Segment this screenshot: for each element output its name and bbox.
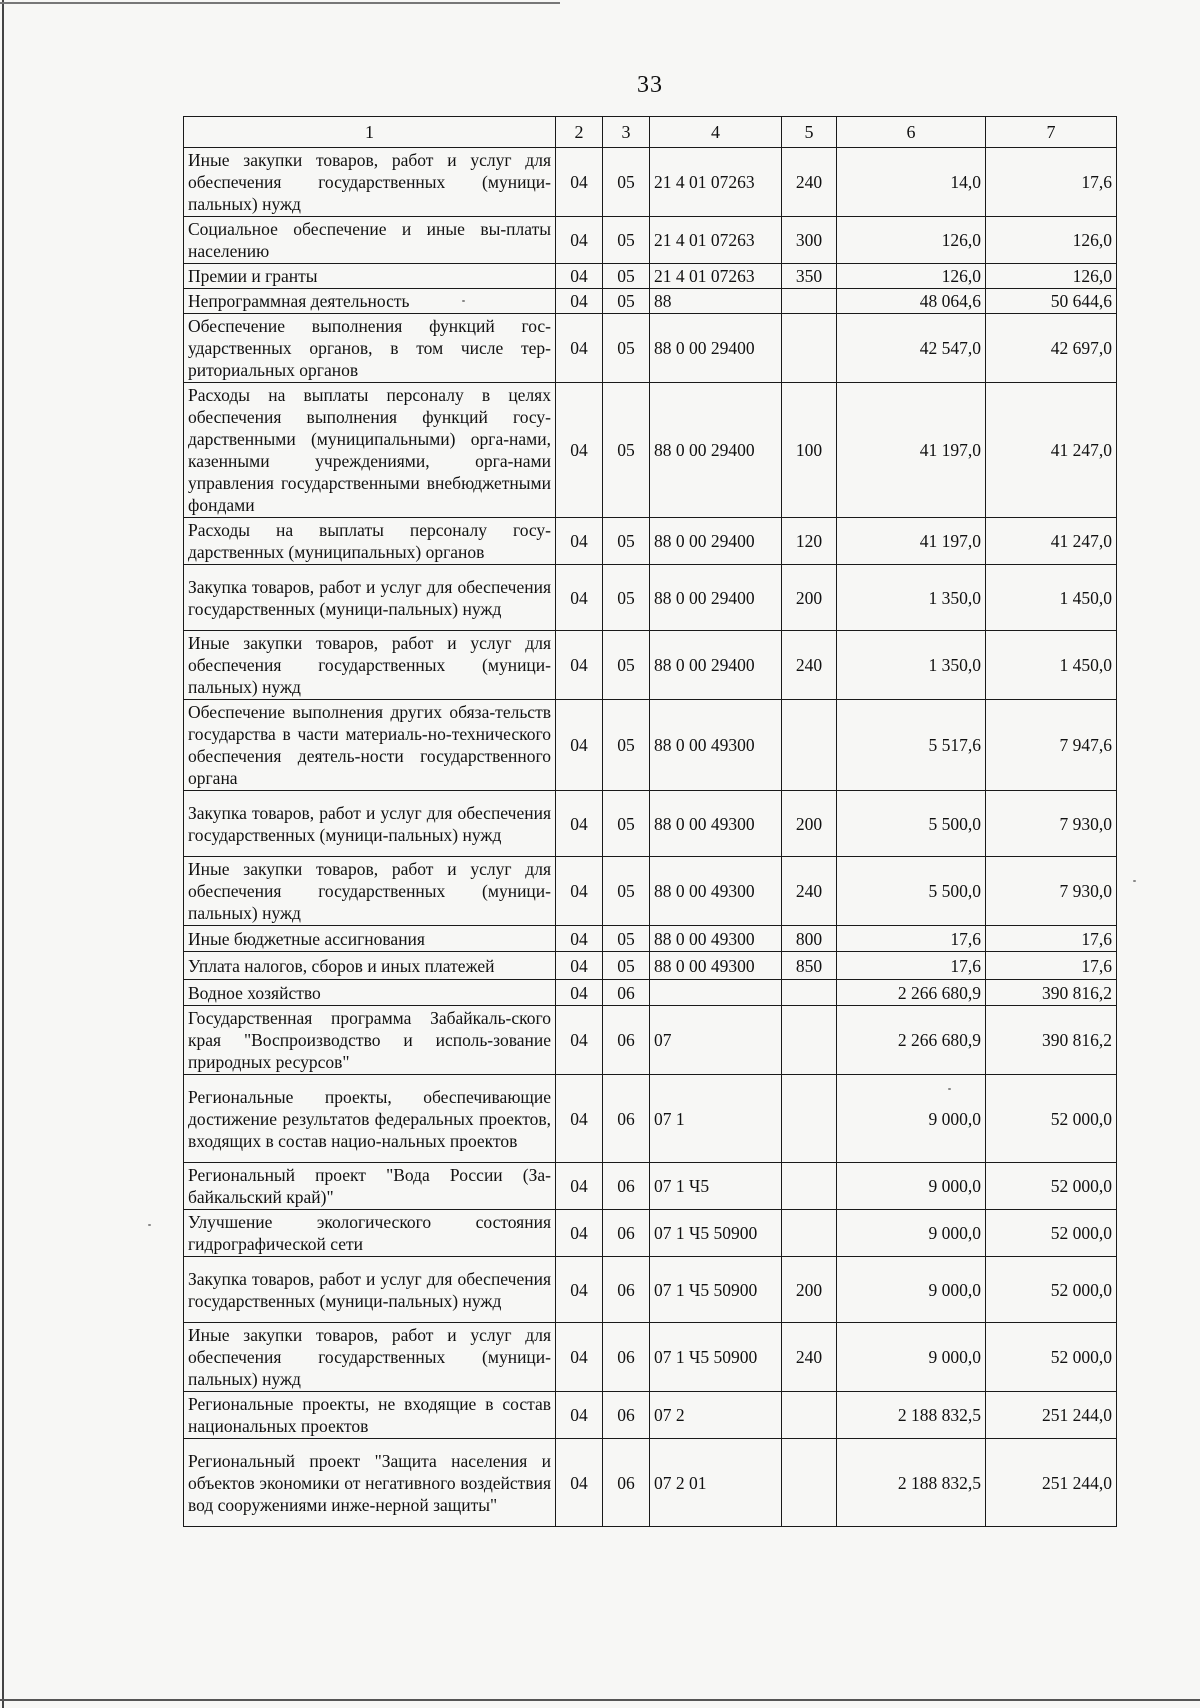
amount-year-1: 41 197,0 — [837, 518, 986, 565]
subsection-code: 05 — [603, 700, 650, 791]
header-col-1: 1 — [184, 117, 556, 148]
section-code: 04 — [556, 926, 603, 952]
row-name: Расходы на выплаты персоналу в целях обеспечения выполнения функций госу-​дарственными (муниципальными) орга-​нами, казенными учреждениями, орга-​нами управления государственными внебюджетными фондами — [184, 383, 556, 518]
table-row — [184, 314, 1117, 383]
table-row — [184, 700, 1117, 791]
expense-type-code: 240 — [782, 1323, 837, 1392]
amount-year-1: 17,6 — [837, 926, 986, 952]
expense-type-code: 240 — [782, 148, 837, 217]
row-name: Государственная программа Забайкаль-​ского края "Воспроизводство и исполь-​зование природных ресурсов" — [184, 1006, 556, 1075]
row-name: Обеспечение выполнения других обяза-​тельств государства в части материаль-​но-технического обеспечения деятель-​ности государственного органа — [184, 700, 556, 791]
table-row — [184, 1006, 1117, 1075]
section-code: 04 — [556, 1006, 603, 1075]
subsection-code: 05 — [603, 952, 650, 980]
header-col-7: 7 — [986, 117, 1117, 148]
row-name: Обеспечение выполнения функций гос-​ударственных органов, в том числе тер-​риториальных органов — [184, 314, 556, 383]
table-row — [184, 1392, 1117, 1439]
amount-year-2: 7 930,0 — [986, 857, 1117, 926]
subsection-code: 06 — [603, 1392, 650, 1439]
row-name: Премии и гранты — [184, 264, 556, 289]
amount-year-1: 1 350,0 — [837, 631, 986, 700]
table-row — [184, 383, 1117, 518]
section-code: 04 — [556, 700, 603, 791]
expense-type-code — [782, 1439, 837, 1527]
amount-year-1: 48 064,6 — [837, 289, 986, 314]
subsection-code: 06 — [603, 1210, 650, 1257]
row-name: Региональный проект "Защита населения и объектов экономики от негативного воздействия вод сооружениями инже-​нерной защиты" — [184, 1439, 556, 1527]
expense-type-code: 350 — [782, 264, 837, 289]
target-article-code: 07 2 — [650, 1392, 782, 1439]
scan-speck — [148, 1224, 151, 1226]
target-article-code: 07 1 Ч5 — [650, 1163, 782, 1210]
subsection-code: 05 — [603, 926, 650, 952]
expense-type-code: 850 — [782, 952, 837, 980]
amount-year-1: 2 266 680,9 — [837, 980, 986, 1006]
table-row — [184, 1257, 1117, 1323]
amount-year-1: 5 500,0 — [837, 857, 986, 926]
expense-type-code: 120 — [782, 518, 837, 565]
expense-type-code: 240 — [782, 857, 837, 926]
target-article-code: 88 0 00 29400 — [650, 383, 782, 518]
expense-type-code — [782, 314, 837, 383]
amount-year-1: 1 350,0 — [837, 565, 986, 631]
target-article-code: 88 0 00 49300 — [650, 700, 782, 791]
section-code: 04 — [556, 1392, 603, 1439]
amount-year-1: 17,6 — [837, 952, 986, 980]
subsection-code: 06 — [603, 1163, 650, 1210]
expense-type-code: 100 — [782, 383, 837, 518]
row-name: Уплата налогов, сборов и иных платежей — [184, 952, 556, 980]
table-row — [184, 289, 1117, 314]
row-name: Иные закупки товаров, работ и услуг для обеспечения государственных (муници-​пальных) нужд — [184, 148, 556, 217]
amount-year-2: 17,6 — [986, 148, 1117, 217]
scan-speck — [1133, 880, 1136, 882]
expense-type-code — [782, 980, 837, 1006]
row-name: Иные закупки товаров, работ и услуг для обеспечения государственных (муници-​пальных) нужд — [184, 631, 556, 700]
row-name: Социальное обеспечение и иные вы-​платы населению — [184, 217, 556, 264]
amount-year-2: 42 697,0 — [986, 314, 1117, 383]
row-name: Иные закупки товаров, работ и услуг для обеспечения государственных (муници-​пальных) нужд — [184, 857, 556, 926]
section-code: 04 — [556, 289, 603, 314]
target-article-code: 88 0 00 29400 — [650, 631, 782, 700]
section-code: 04 — [556, 148, 603, 217]
section-code: 04 — [556, 1323, 603, 1392]
section-code: 04 — [556, 314, 603, 383]
header-col-2: 2 — [556, 117, 603, 148]
target-article-code: 07 1 Ч5 50900 — [650, 1323, 782, 1392]
subsection-code: 05 — [603, 148, 650, 217]
amount-year-2: 1 450,0 — [986, 631, 1117, 700]
amount-year-1: 9 000,0 — [837, 1163, 986, 1210]
expense-type-code: 200 — [782, 565, 837, 631]
subsection-code: 05 — [603, 264, 650, 289]
amount-year-1: 5 500,0 — [837, 791, 986, 857]
amount-year-1: 2 266 680,9 — [837, 1006, 986, 1075]
amount-year-2: 41 247,0 — [986, 383, 1117, 518]
subsection-code: 06 — [603, 1257, 650, 1323]
amount-year-2: 52 000,0 — [986, 1257, 1117, 1323]
row-name: Закупка товаров, работ и услуг для обеспечения государственных (муници-​пальных) нужд — [184, 565, 556, 631]
amount-year-2: 126,0 — [986, 264, 1117, 289]
row-name: Непрограммная деятельность — [184, 289, 556, 314]
section-code: 04 — [556, 1257, 603, 1323]
amount-year-2: 251 244,0 — [986, 1392, 1117, 1439]
section-code: 04 — [556, 565, 603, 631]
row-name: Иные закупки товаров, работ и услуг для обеспечения государственных (муници-​пальных) нужд — [184, 1323, 556, 1392]
row-name: Улучшение экологического состояния гидрографической сети — [184, 1210, 556, 1257]
subsection-code: 05 — [603, 518, 650, 565]
amount-year-2: 390 816,2 — [986, 1006, 1117, 1075]
target-article-code: 88 0 00 29400 — [650, 518, 782, 565]
row-name: Закупка товаров, работ и услуг для обеспечения государственных (муници-​пальных) нужд — [184, 1257, 556, 1323]
section-code: 04 — [556, 1163, 603, 1210]
subsection-code: 06 — [603, 1006, 650, 1075]
expense-type-code: 200 — [782, 791, 837, 857]
section-code: 04 — [556, 1075, 603, 1163]
table-row — [184, 980, 1117, 1006]
header-col-4: 4 — [650, 117, 782, 148]
expense-type-code — [782, 1075, 837, 1163]
expense-type-code — [782, 1210, 837, 1257]
amount-year-1: 126,0 — [837, 217, 986, 264]
target-article-code: 88 0 00 49300 — [650, 926, 782, 952]
amount-year-2: 50 644,6 — [986, 289, 1117, 314]
row-name: Водное хозяйство — [184, 980, 556, 1006]
amount-year-1: 9 000,0 — [837, 1210, 986, 1257]
table-row — [184, 148, 1117, 217]
subsection-code: 06 — [603, 1323, 650, 1392]
amount-year-1: 41 197,0 — [837, 383, 986, 518]
target-article-code: 21 4 01 07263 — [650, 148, 782, 217]
row-name: Региональные проекты, не входящие в состав национальных проектов — [184, 1392, 556, 1439]
subsection-code: 06 — [603, 1075, 650, 1163]
section-code: 04 — [556, 518, 603, 565]
section-code: 04 — [556, 631, 603, 700]
amount-year-2: 126,0 — [986, 217, 1117, 264]
budget-table — [183, 116, 1117, 1527]
amount-year-2: 251 244,0 — [986, 1439, 1117, 1527]
scan-edge-top — [0, 2, 560, 4]
table-row — [184, 952, 1117, 980]
amount-year-2: 17,6 — [986, 926, 1117, 952]
target-article-code: 88 0 00 29400 — [650, 314, 782, 383]
target-article-code: 07 1 Ч5 50900 — [650, 1257, 782, 1323]
section-code: 04 — [556, 857, 603, 926]
section-code: 04 — [556, 264, 603, 289]
table-row — [184, 518, 1117, 565]
subsection-code: 05 — [603, 791, 650, 857]
target-article-code: 21 4 01 07263 — [650, 217, 782, 264]
expense-type-code — [782, 1163, 837, 1210]
table-row — [184, 1163, 1117, 1210]
section-code: 04 — [556, 217, 603, 264]
table-row — [184, 1210, 1117, 1257]
section-code: 04 — [556, 1439, 603, 1527]
section-code: 04 — [556, 952, 603, 980]
expense-type-code — [782, 289, 837, 314]
row-name: Иные бюджетные ассигнования — [184, 926, 556, 952]
amount-year-1: 9 000,0 — [837, 1257, 986, 1323]
subsection-code: 05 — [603, 217, 650, 264]
table-row — [184, 631, 1117, 700]
expense-type-code — [782, 1006, 837, 1075]
table-row — [184, 1323, 1117, 1392]
amount-year-2: 390 816,2 — [986, 980, 1117, 1006]
section-code: 04 — [556, 791, 603, 857]
table-header-row — [184, 117, 1117, 148]
scan-edge-left — [2, 0, 4, 1708]
amount-year-2: 17,6 — [986, 952, 1117, 980]
table-row — [184, 565, 1117, 631]
expense-type-code — [782, 1392, 837, 1439]
amount-year-2: 52 000,0 — [986, 1075, 1117, 1163]
amount-year-1: 5 517,6 — [837, 700, 986, 791]
target-article-code — [650, 980, 782, 1006]
table-row — [184, 791, 1117, 857]
amount-year-2: 41 247,0 — [986, 518, 1117, 565]
target-article-code: 21 4 01 07263 — [650, 264, 782, 289]
amount-year-2: 7 947,6 — [986, 700, 1117, 791]
subsection-code: 05 — [603, 289, 650, 314]
scan-edge-bottom — [0, 1699, 1200, 1701]
expense-type-code: 300 — [782, 217, 837, 264]
section-code: 04 — [556, 383, 603, 518]
subsection-code: 05 — [603, 857, 650, 926]
target-article-code: 07 2 01 — [650, 1439, 782, 1527]
subsection-code: 06 — [603, 1439, 650, 1527]
row-name: Региональный проект "Вода России (За-​байкальский край)" — [184, 1163, 556, 1210]
amount-year-1: 2 188 832,5 — [837, 1392, 986, 1439]
header-col-6: 6 — [837, 117, 986, 148]
amount-year-2: 7 930,0 — [986, 791, 1117, 857]
target-article-code: 07 1 — [650, 1075, 782, 1163]
subsection-code: 05 — [603, 383, 650, 518]
table-row — [184, 926, 1117, 952]
row-name: Расходы на выплаты персоналу госу-​дарственных (муниципальных) органов — [184, 518, 556, 565]
amount-year-2: 52 000,0 — [986, 1163, 1117, 1210]
target-article-code: 88 0 00 49300 — [650, 857, 782, 926]
amount-year-1: 14,0 — [837, 148, 986, 217]
expense-type-code — [782, 700, 837, 791]
amount-year-2: 52 000,0 — [986, 1323, 1117, 1392]
amount-year-2: 52 000,0 — [986, 1210, 1117, 1257]
expense-type-code: 200 — [782, 1257, 837, 1323]
subsection-code: 05 — [603, 565, 650, 631]
target-article-code: 88 0 00 29400 — [650, 565, 782, 631]
amount-year-1: 9 000,0 — [837, 1323, 986, 1392]
amount-year-2: 1 450,0 — [986, 565, 1117, 631]
expense-type-code: 800 — [782, 926, 837, 952]
header-col-3: 3 — [603, 117, 650, 148]
header-col-5: 5 — [782, 117, 837, 148]
row-name: Закупка товаров, работ и услуг для обеспечения государственных (муници-​пальных) нужд — [184, 791, 556, 857]
table-row — [184, 857, 1117, 926]
target-article-code: 07 — [650, 1006, 782, 1075]
table-row — [184, 217, 1117, 264]
amount-year-1: 9 000,0 — [837, 1075, 986, 1163]
subsection-code: 05 — [603, 631, 650, 700]
amount-year-1: 2 188 832,5 — [837, 1439, 986, 1527]
page-number: 33 — [637, 72, 663, 98]
table-row — [184, 264, 1117, 289]
amount-year-1: 42 547,0 — [837, 314, 986, 383]
target-article-code: 88 0 00 49300 — [650, 952, 782, 980]
section-code: 04 — [556, 980, 603, 1006]
subsection-code: 05 — [603, 314, 650, 383]
amount-year-1: 126,0 — [837, 264, 986, 289]
table-row — [184, 1439, 1117, 1527]
table-row — [184, 1075, 1117, 1163]
expense-type-code: 240 — [782, 631, 837, 700]
target-article-code: 07 1 Ч5 50900 — [650, 1210, 782, 1257]
target-article-code: 88 — [650, 289, 782, 314]
section-code: 04 — [556, 1210, 603, 1257]
row-name: Региональные проекты, обеспечивающие достижение результатов федеральных проектов, входящих в состав нацио-​нальных проектов — [184, 1075, 556, 1163]
target-article-code: 88 0 00 49300 — [650, 791, 782, 857]
subsection-code: 06 — [603, 980, 650, 1006]
